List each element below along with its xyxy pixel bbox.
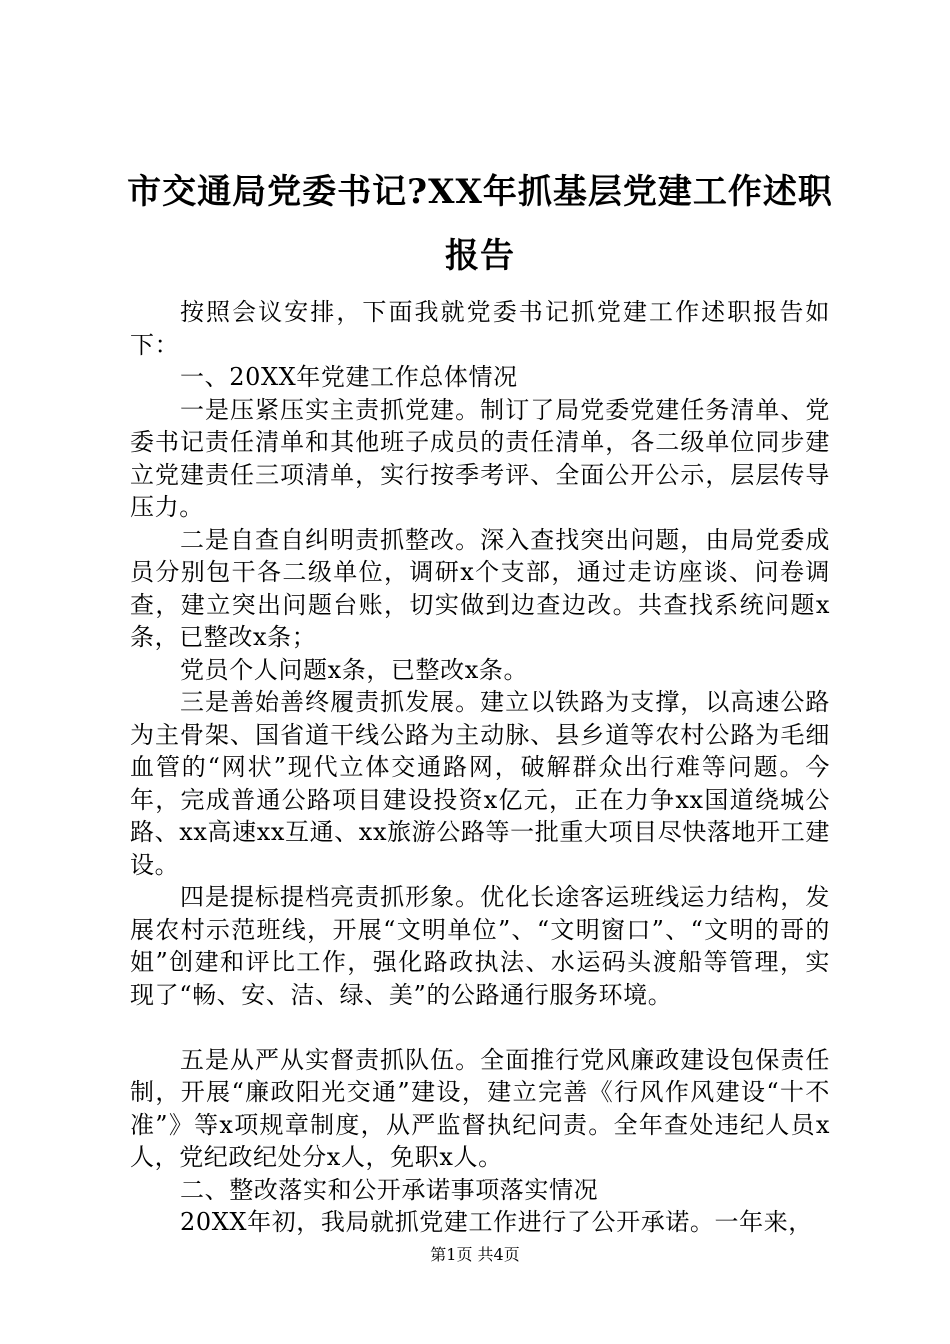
paragraph-item-3: 三是善始善终履责抓发展。建立以铁路为支撑，以高速公路为主骨架、国省道干线公路为主动脉、县乡道等农村公路为毛细血管的“网状”现代立体交通路网，破解群众出行难等问题。今年，完成普通公路项目建设投资x亿元，正在力争xx国道绕城公路、xx高速xx互通、xx旅游公路等一批重大项目尽快落地开工建设。: [130, 688, 830, 879]
paragraph-item-5: 五是从严从实督责抓队伍。全面推行党风廉政建设包保责任制，开展“廉政阳光交通”建设，建立完善《行风作风建设“十不准”》等x项规章制度，从严监督执纪问责。全年查处违纪人员x人，党纪政纪处分x人，免职x人。: [130, 1045, 830, 1171]
paragraph-item-2-continued: 党员个人问题x条，已整改x条。: [180, 655, 529, 684]
section-heading-1: 一、20XX年党建工作总体情况: [180, 363, 518, 391]
page-number-footer: 第1页 共4页: [430, 1245, 520, 1264]
document-body: [130, 296, 830, 1239]
paragraph-item-1: 一是压紧压实主责抓党建。制订了局党委党建任务清单、党委书记责任清单和其他班子成员的责任清单，各二级单位同步建立党建责任三项清单，实行按季考评、全面公开公示，层层传导压力。: [130, 395, 830, 521]
paragraph-item-4: 四是提标提档亮责抓形象。优化长途客运班线运力结构，发展农村示范班线，开展“文明单位”、“文明窗口”、“文明的哥的姐”创建和评比工作，强化路政执法、水运码头渡船等管理，实现了“畅、安、洁、绿、美”的公路通行服务环境。: [130, 883, 830, 1009]
paragraph-intro: 按照会议安排，下面我就党委书记抓党建工作述职报告如下：: [130, 298, 830, 359]
paragraph-item-2: 二是自查自纠明责抓整改。深入查找突出问题，由局党委成员分别包干各二级单位，调研x个支部，通过走访座谈、问卷调查，建立突出问题台账，切实做到边查边改。共查找系统问题x条，已整改x条；: [130, 525, 830, 651]
section-heading-2: 二、整改落实和公开承诺事项落实情况: [180, 1175, 599, 1204]
paragraph-commitment: 20XX年初，我局就抓党建工作进行了公开承诺。一年来，: [180, 1208, 813, 1236]
document-title: 市交通局党委书记?XX年抓基层党建工作述职报告: [127, 172, 833, 276]
